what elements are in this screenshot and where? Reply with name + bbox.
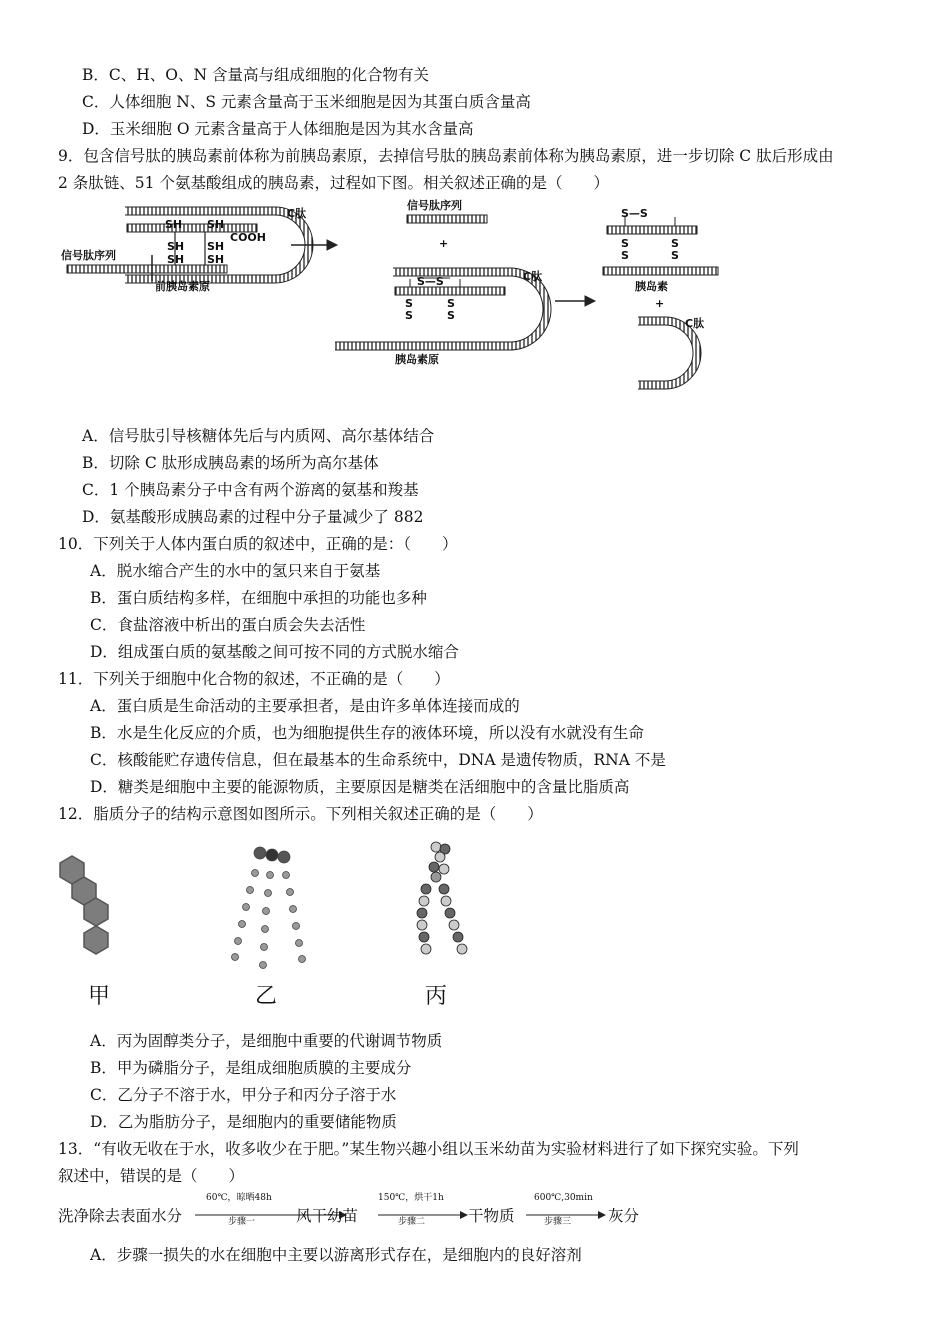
q9-option-d: D．氨基酸形成胰岛素的过程中分子量减少了 882	[82, 508, 424, 526]
plus-sign-2: +	[655, 297, 665, 310]
s-label: S	[621, 249, 629, 262]
q12-option-b: B．甲为磷脂分子，是组成细胞质膜的主要成分	[90, 1059, 412, 1077]
signal-seq-label-2: 信号肽序列	[407, 199, 462, 212]
q10-option-b: B．蛋白质结构多样，在细胞中承担的功能也多种	[90, 589, 427, 607]
sh-label: SH	[207, 240, 225, 253]
s-label: S	[405, 297, 413, 310]
q10-option-a: A．脱水缩合产生的水中的氢只来自于氨基	[90, 562, 381, 580]
q11-option-a: A．蛋白质是生命活动的主要承担者，是由许多单体连接而成的	[90, 697, 520, 715]
q10-option-c: C．食盐溶液中析出的蛋白质会失去活性	[90, 616, 366, 634]
arrow1-bottom: 步骤一	[228, 1217, 256, 1227]
label-yi: 乙	[255, 984, 278, 1009]
s-label: S	[405, 309, 413, 322]
q12-option-d: D．乙为脂肪分子，是细胞内的重要储能物质	[90, 1113, 397, 1131]
q11-stem: 11．下列关于细胞中化合物的叙述，不正确的是（ ）	[58, 670, 450, 688]
q8-option-c: C．人体细胞 N、S 元素含量高于玉米细胞是因为其蛋白质含量高	[82, 93, 531, 111]
q9-option-c: C．1 个胰岛素分子中含有两个游离的氨基和羧基	[82, 481, 419, 499]
preproinsulin-label: 前胰岛素原	[155, 280, 210, 293]
q9-option-b: B．切除 C 肽形成胰岛素的场所为高尔基体	[82, 454, 379, 472]
flow-step1: 风干幼苗	[296, 1207, 359, 1225]
ss-bond-label-2: S—S	[621, 207, 648, 220]
q10-option-d: D．组成蛋白质的氨基酸之间可按不同的方式脱水缩合	[90, 643, 459, 661]
sh-label: SH	[167, 240, 185, 253]
insulin-label: 胰岛素	[635, 280, 668, 293]
sh-label: SH	[167, 253, 185, 266]
q8-option-d: D．玉米细胞 O 元素含量高于人体细胞是因为其水含量高	[82, 120, 474, 138]
s-label: S	[671, 237, 679, 250]
arrow2-top: 150℃，烘干1h	[378, 1193, 444, 1203]
arrow2-bottom: 步骤二	[398, 1217, 426, 1227]
arrow3-top: 600℃,30min	[534, 1193, 593, 1203]
q10-stem: 10．下列关于人体内蛋白质的叙述中，正确的是：（ ）	[58, 535, 458, 553]
flow-step3: 灰分	[608, 1207, 640, 1225]
q13-option-a: A．步骤一损失的水在细胞中主要以游离形式存在，是细胞内的良好溶剂	[90, 1246, 582, 1264]
insulin-processing-diagram	[55, 195, 745, 395]
cooh-label: COOH	[230, 231, 266, 244]
plus-sign: +	[439, 237, 449, 250]
c-peptide-label-1: C肽	[287, 207, 307, 220]
q12-stem: 12．脂质分子的结构示意图如图所示。下列相关叙述正确的是（ ）	[58, 805, 543, 823]
q11-option-c: C．核酸能贮存遗传信息，但在最基本的生命系统中，DNA 是遗传物质，RNA 不是	[90, 751, 666, 769]
q12-option-c: C．乙分子不溶于水，甲分子和丙分子溶于水	[90, 1086, 397, 1104]
signal-seq-label: 信号肽序列	[61, 249, 116, 262]
sh-label: SH	[207, 253, 225, 266]
c-peptide-label-2: C肽	[523, 270, 543, 283]
flow-step0: 洗净除去表面水分	[58, 1207, 183, 1225]
q9-stem-line2: 2 条肽链、51 个氨基酸组成的胰岛素，过程如下图。相关叙述正确的是（ ）	[58, 174, 609, 192]
q8-option-b: B．C、H、O、N 含量高与组成细胞的化合物有关	[82, 66, 429, 84]
q13-flowchart	[58, 1190, 758, 1230]
c-peptide-label-3: C肽	[685, 317, 705, 330]
proinsulin-label: 胰岛素原	[395, 353, 439, 366]
q12-option-a: A．丙为固醇类分子，是细胞中重要的代谢调节物质	[90, 1032, 443, 1050]
s-label: S	[621, 237, 629, 250]
s-label: S	[671, 249, 679, 262]
s-label: S	[447, 297, 455, 310]
sh-label: SH	[165, 218, 183, 231]
sh-label: SH	[207, 218, 225, 231]
arrow3-bottom: 步骤三	[544, 1217, 572, 1227]
q13-stem-line2: 叙述中，错误的是（ ）	[58, 1167, 245, 1185]
label-bing: 丙	[425, 984, 448, 1009]
phospholipid-molecule	[417, 842, 467, 954]
q13-stem-line1: 13．“有收无收在于水，收多收少在于肥。”某生物兴趣小组以玉米幼苗为实验材料进行了如下探究实验。下列	[58, 1140, 799, 1158]
arrow1-top: 60℃，晾晒48h	[206, 1193, 272, 1203]
s-label: S	[447, 309, 455, 322]
label-jia: 甲	[88, 984, 111, 1009]
q11-option-b: B．水是生化反应的介质，也为细胞提供生存的液体环境，所以没有水就没有生命	[90, 724, 644, 742]
q9-stem-line1: 9．包含信号肽的胰岛素前体称为前胰岛素原，去掉信号肽的胰岛素前体称为胰岛素原，进一步切除 C 肽后形成由	[58, 147, 834, 165]
q9-option-a: A．信号肽引导核糖体先后与内质网、高尔基体结合	[82, 427, 435, 445]
fat-molecule	[232, 847, 306, 969]
flow-step2: 干物质	[468, 1207, 515, 1225]
q11-option-d: D．糖类是细胞中主要的能源物质，主要原因是糖类在活细胞中的含量比脂质高	[90, 778, 630, 796]
steroid-hexagons	[60, 856, 108, 954]
ss-bond-label: S—S	[417, 275, 444, 288]
lipid-structures-figure	[50, 835, 520, 1015]
